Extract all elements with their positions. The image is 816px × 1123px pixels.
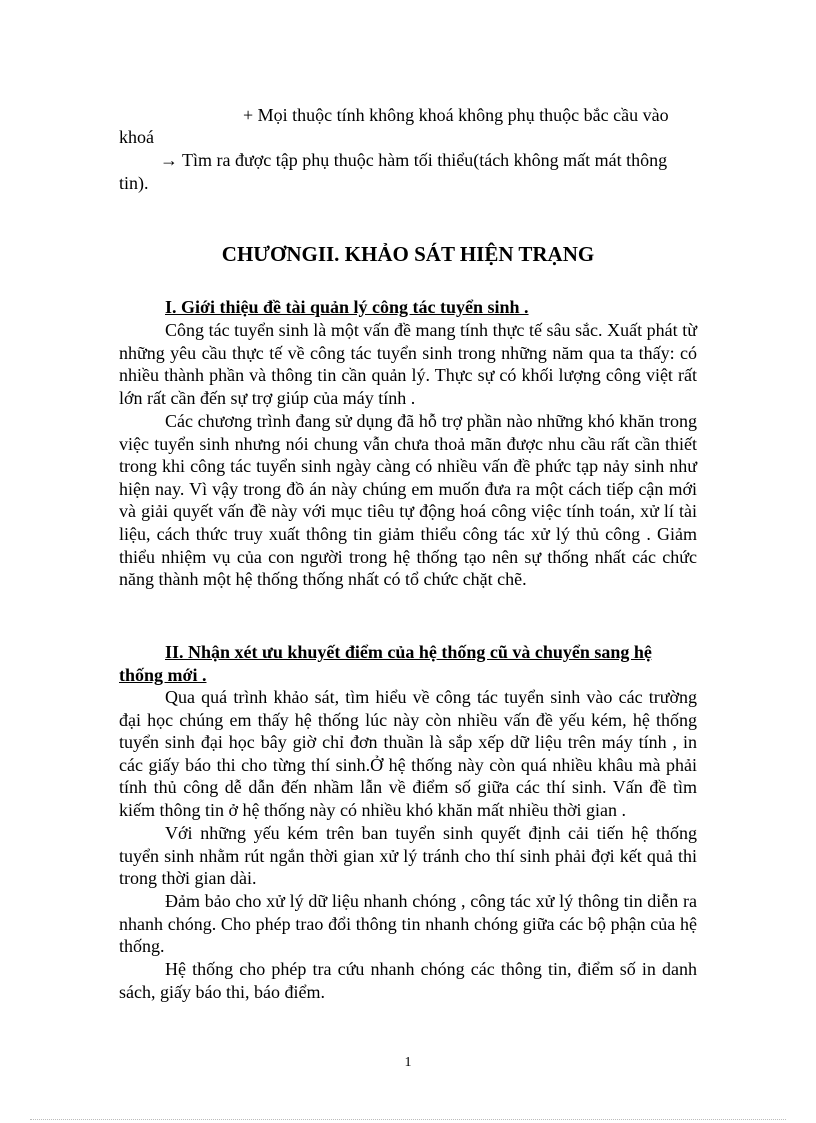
section-2-paragraph-2: Với những yếu kém trên ban tuyển sinh quyết định cải tiến hệ thống tuyển sinh nhằm rút ngắn thời gian xử lý tránh cho thí sinh phải đợi kết quả thi trong thời gian dài. <box>119 823 697 889</box>
intro-line-4: tin). <box>119 173 149 193</box>
arrow-right-icon: → <box>160 150 178 170</box>
chapter-title: CHƯƠNGII. KHẢO SÁT HIỆN TRẠNG <box>221 242 595 266</box>
section-1-paragraph-2: Các chương trình đang sử dụng đã hỗ trợ phần nào những khó khăn trong việc tuyển sinh nhưng nói chung vẫn chưa thoả mãn được nhu cầu rất cần thiết trong khi công tác tuyển sinh ngày càng có nhiều vấn đề phức tạp nảy sinh như hiện nay. Vì vậy trong đồ án này chúng em muốn đưa ra một cách tiếp cận mới và giải quyết vấn đề này với mục tiêu tự động hoá công việc tính toán, xử lí tài liệu, cách thức truy xuất thông tin giảm thiểu công tác xử lý thủ công . Giảm thiểu nhiệm vụ của con người trong hệ thống tạo nên sự thống nhất các chức năng thành một hệ thống thống nhất có tổ chức chặt chẽ. <box>119 411 697 590</box>
page-number: 1 <box>404 1055 412 1070</box>
section-2-heading-line-2: thống mới . <box>119 665 207 685</box>
section-2-paragraph-3: Đảm bảo cho xử lý dữ liệu nhanh chóng , công tác xử lý thông tin diễn ra nhanh chóng. Cho phép trao đổi thông tin nhanh chóng giữa các bộ phận của hệ thống. <box>119 891 697 957</box>
intro-line-1: + Mọi thuộc tính không khoá không phụ thuộc bắc cầu vào <box>243 105 669 125</box>
section-1-heading: I. Giới thiệu đề tài quản lý công tác tuyển sinh . <box>165 297 529 317</box>
intro-line-3 <box>160 149 667 171</box>
intro-line-3-text: Tìm ra được tập phụ thuộc hàm tối thiểu(tách không mất mát thông <box>182 150 668 170</box>
page-bottom-divider <box>30 1119 786 1120</box>
section-2-paragraph-4: Hệ thống cho phép tra cứu nhanh chóng các thông tin, điểm số in danh sách, giấy báo thi, báo điểm. <box>119 959 697 1002</box>
section-2-heading-line-1: II. Nhận xét ưu khuyết điểm của hệ thống cũ và chuyển sang hệ <box>165 642 652 662</box>
intro-line-2: khoá <box>119 127 154 147</box>
section-1-paragraph-1: Công tác tuyển sinh là một vấn đề mang tính thực tế sâu sắc. Xuất phát từ những yêu cầu thực tế về công tác tuyển sinh trong những năm qua ta thấy: có nhiều thành phần và thông tin cần quản lý. Thực sự có khối lượng công việt rất lớn rất cần đến sự trợ giúp của máy tính . <box>119 320 697 408</box>
section-2-paragraph-1: Qua quá trình khảo sát, tìm hiểu về công tác tuyển sinh vào các trường đại học chúng em thấy hệ thống lúc này còn nhiều vấn đề yếu kém, hệ thống tuyển sinh đại học bây giờ chỉ đơn thuần là sắp xếp dữ liệu trên máy tính , in các giấy báo thi cho từng thí sinh.Ở hệ thống này còn quá nhiều khâu mà phải tính thủ công dễ dẫn đến nhầm lẫn về điểm số giữa các thí sinh. Vấn đề tìm kiếm thông tin ở hệ thống này có nhiều khó khăn mất nhiều thời gian . <box>119 687 697 820</box>
